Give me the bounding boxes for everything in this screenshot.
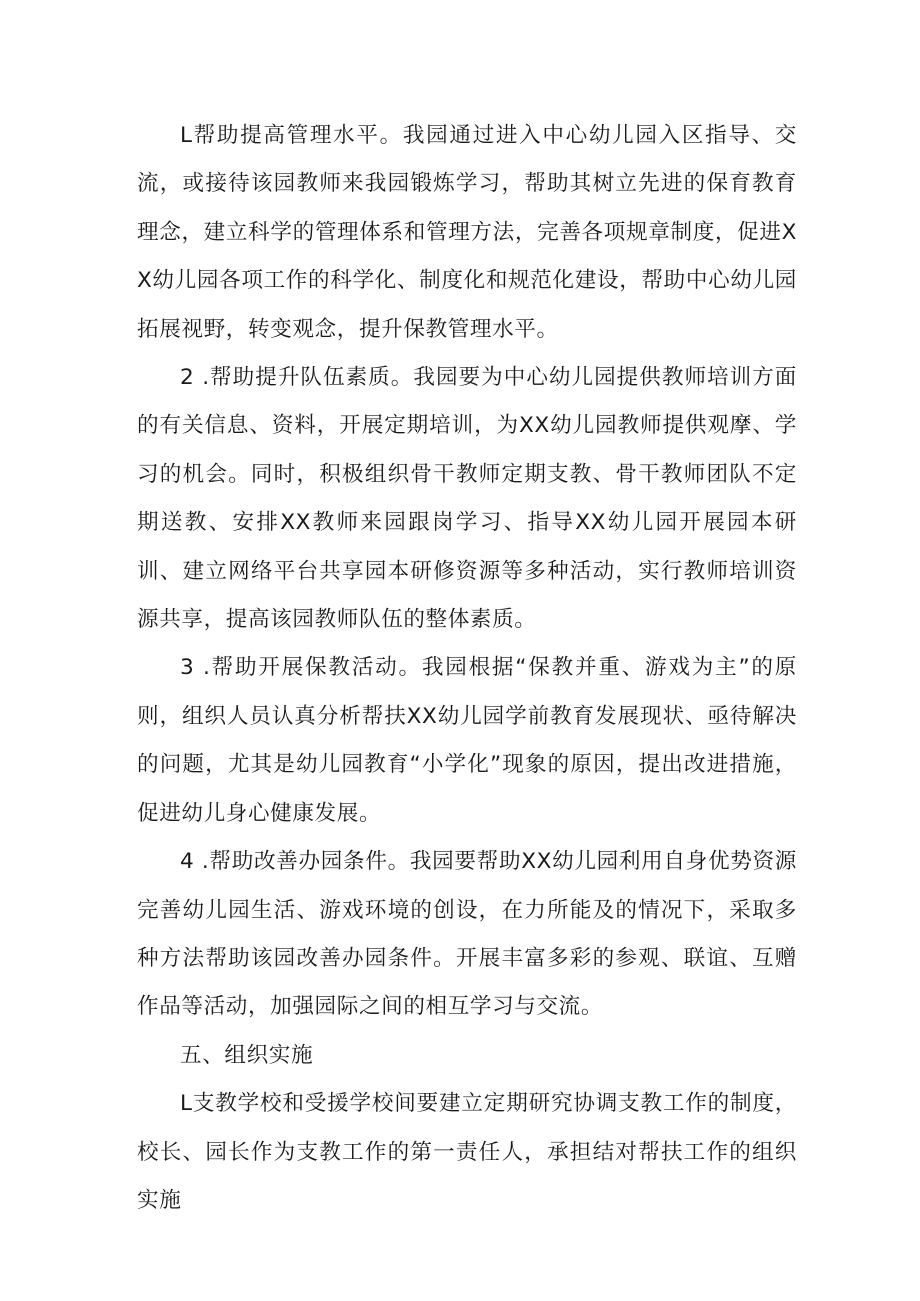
paragraph-implementation: L支教学校和受援学校间要建立定期研究协调支教工作的制度，校长、园长作为支教工作的第一责任人，承担结对帮扶工作的组织实施 [137,1091,797,1213]
document-body [137,112,797,1225]
section-heading: 五、组织实施 [180,1042,314,1068]
paragraph-management: L帮助提高管理水平。我园通过进入中心幼儿园入区指导、交流，或接待该园教师来我园锻炼学习，帮助其树立先进的保育教育理念，建立科学的管理体系和管理方法，完善各项规章制度，促进XX幼儿园各项工作的科学化、制度化和规范化建设，帮助中心幼儿园拓展视野，转变观念，提升保教管理水平。 [137,123,797,342]
paragraph-conditions: 4 .帮助改善办园条件。我园要帮助XX幼儿园利用自身优势资源完善幼儿园生活、游戏环境的创设，在力所能及的情况下，采取多种方法帮助该园改善办园条件。开展丰富多彩的参观、联谊、互赠作品等活动，加强园际之间的相互学习与交流。 [137,849,797,1020]
paragraph-team-quality: 2 .帮助提升队伍素质。我园要为中心幼儿园提供教师培训方面的有关信息、资料，开展定期培训，为XX幼儿园教师提供观摩、学习的机会。同时，积极组织骨干教师定期支教、骨干教师团队不定期送教、安排XX教师来园跟岗学习、指导XX幼儿园开展园本研训、建立网络平台共享园本研修资源等多种活动，实行教师培训资源共享，提高该园教师队伍的整体素质。 [137,365,797,633]
paragraph-care-activities: 3 .帮助开展保教活动。我园根据“保教并重、游戏为主”的原则，组织人员认真分析帮扶XX幼儿园学前教育发展现状、亟待解决的问题，尤其是幼儿园教育“小学化”现象的原因，提出改进措施，促进幼儿身心健康发展。 [137,655,797,826]
